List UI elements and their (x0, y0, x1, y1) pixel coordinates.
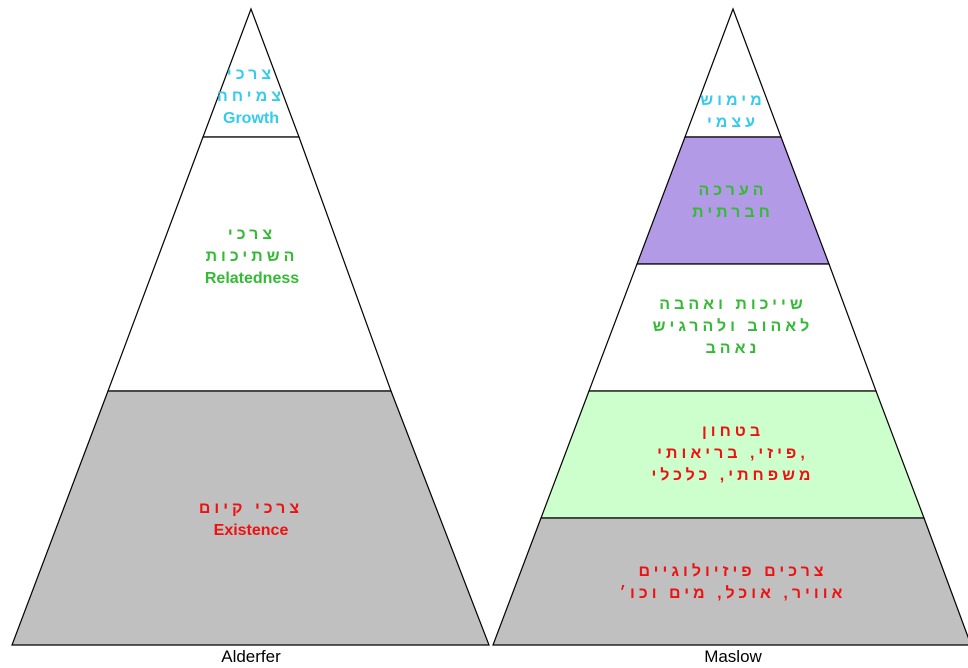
maslow-belonging-he-1: שייכות ואהבה (659, 296, 807, 313)
alderfer-existence-en: Existence (213, 522, 289, 539)
alderfer-relatedness-label (205, 224, 299, 290)
maslow-physiological-he-1: צרכים פיזיולוגיים (638, 563, 828, 580)
maslow-belonging-label (653, 294, 814, 360)
maslow-safety-he-3: משפחתי, כלכלי (651, 467, 815, 484)
alderfer-growth-label (217, 64, 285, 130)
maslow-esteem-he-2: חברתית (692, 204, 774, 221)
alderfer-growth-he-2: צמיחה (217, 88, 285, 105)
alderfer-growth-en: Growth (222, 110, 279, 127)
alderfer-relatedness-he-2: השתיכות (205, 248, 299, 265)
maslow-self-actualization-he-2: עצמי (706, 114, 760, 131)
maslow-safety-he-2: פיזי, בריאותי, (657, 445, 809, 462)
maslow-belonging-he-3: נאהב (705, 340, 761, 357)
maslow-caption: Maslow (704, 647, 762, 666)
maslow-safety-he-1: בטחון (701, 423, 765, 440)
maslow-self-actualization-label (700, 90, 765, 134)
alderfer-existence-label (199, 498, 303, 542)
alderfer-relatedness-he-1: צרכי (227, 226, 277, 243)
maslow-safety-label (651, 421, 814, 487)
alderfer-caption: Alderfer (221, 647, 281, 666)
alderfer-growth-he-1: צרכי (226, 66, 276, 83)
maslow-self-actualization-he-1: מימוש (700, 92, 766, 109)
maslow-physiological-label (620, 561, 847, 605)
alderfer-existence-he-1: צרכי קיום (198, 500, 304, 517)
maslow-physiological-he-2: אוויר, אוכל, מים וכו׳ (619, 585, 847, 602)
maslow-esteem-he-1: הערכה (698, 182, 768, 199)
alderfer-relatedness-en: Relatedness (204, 270, 300, 287)
maslow-esteem-label (692, 180, 774, 224)
maslow-belonging-he-2: לאהוב ולהרגיש (652, 318, 814, 335)
